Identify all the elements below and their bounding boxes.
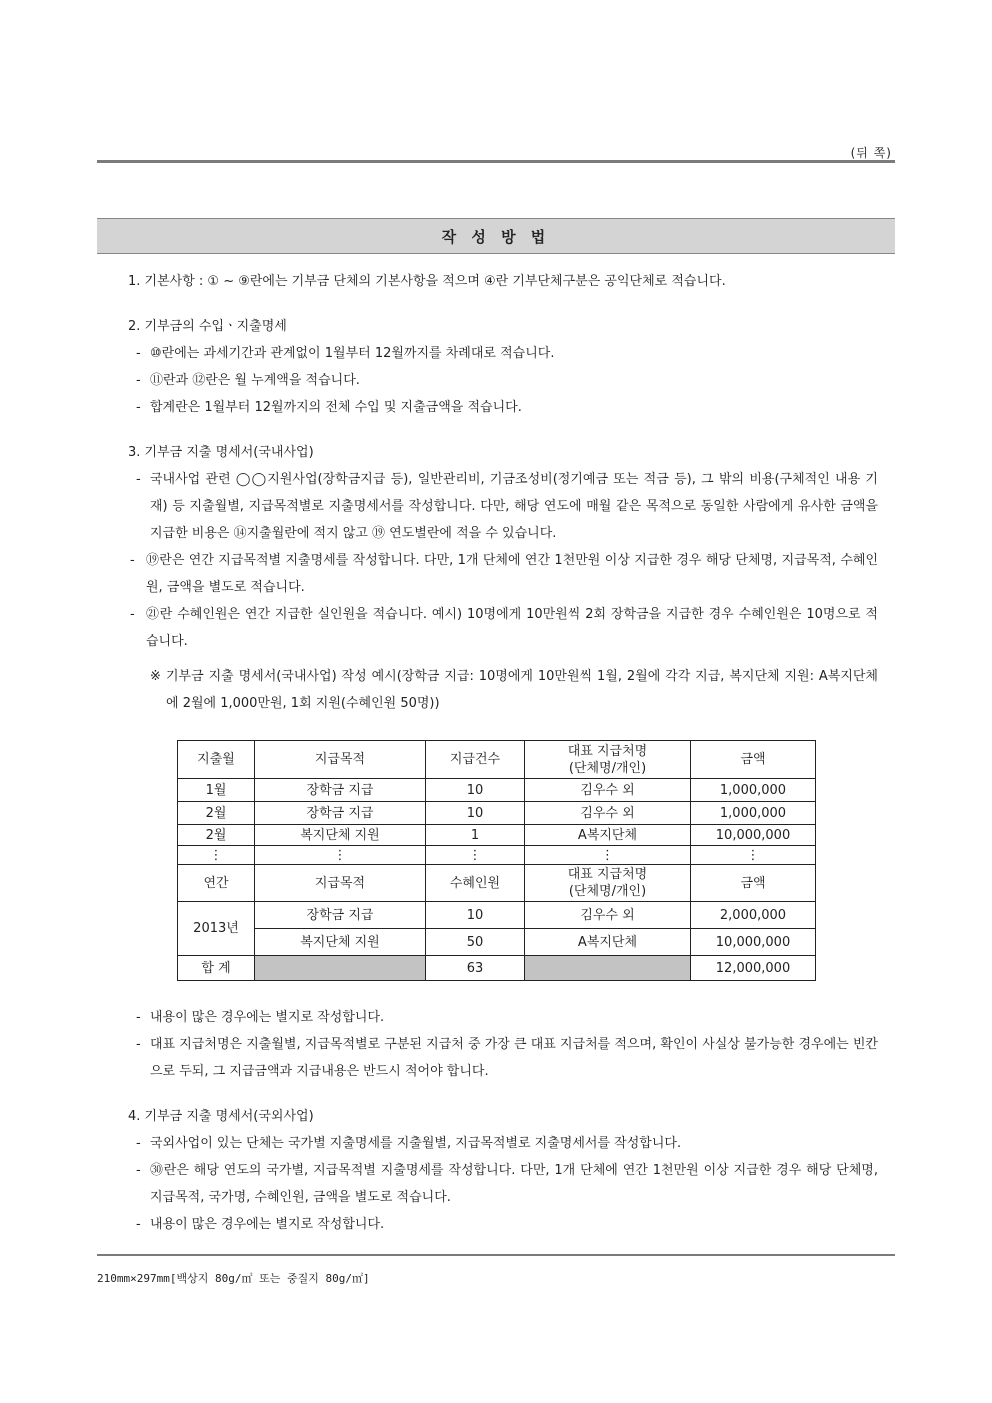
table-cell: 장학금 지급 [255,779,426,802]
shaded-cell [525,956,691,981]
shaded-cell [255,956,426,981]
section-4-heading: 4. 기부금 지출 명세서(국외사업) [128,1109,314,1124]
table-total-row [178,956,816,981]
table-cell: 1,000,000 [691,779,816,802]
table-header-cell: 지급목적 [255,741,426,779]
section-3-after-item: - 내용이 많은 경우에는 별지로 작성합니다. [128,1004,878,1031]
table-row [178,802,816,825]
table-cell: 김우수 외 [525,902,691,929]
section-2-item: - ⑩란에는 과세기간과 관계없이 1월부터 12월까지를 차례대로 적습니다. [128,340,878,367]
top-rule [97,160,895,163]
dash-mark: - [136,400,141,415]
section-3-item: - ㉑란 수혜인원은 연간 지급한 실인원을 적습니다. 예시) 10명에게 10만원씩 2회 장학금을 지급한 경우 수혜인원은 10명으로 적습니다. [128,601,878,655]
instructions-body [128,268,878,730]
section-3-after-item: - 대표 지급처명은 지출월별, 지급목적별로 구분된 지급처 중 가장 큰 대표 지급처를 적으며, 확인이 사실상 불가능한 경우에는 빈칸으로 두되, 그 지급금액과 지급내용은 반드시 적어야 합니다. [128,1031,878,1085]
table-row [178,825,816,846]
paper-size-footnote: 210mm×297mm[백상지 80g/㎡ 또는 중질지 80g/㎡] [97,1272,370,1285]
table-header-row [178,865,816,902]
table-cell: ⋮ [255,846,426,865]
instructions-body-continued [128,1004,878,1238]
table-cell: 김우수 외 [525,802,691,825]
table-cell: 10 [426,902,525,929]
section-1: 1. 기본사항 : ① ~ ⑨란에는 기부금 단체의 기본사항을 적으며 ④란 기부단체구분은 공익단체로 적습니다. [128,274,726,289]
table-header-cell: 연간 [178,865,255,902]
total-label: 합 계 [178,956,255,981]
table-cell: 1,000,000 [691,802,816,825]
table-cell: 2월 [178,802,255,825]
section-3-heading: 3. 기부금 지출 명세서(국내사업) [128,445,314,460]
table-header-cell: 대표 지급처명 (단체명/개인) [525,865,691,902]
example-note: ※ 기부금 지출 명세서(국내사업) 작성 예시(장학금 지급: 10명에게 10만원씩 1월, 2월에 각각 지급, 복지단체 지원: A복지단체에 2월에 1,000만원, 1회 지원(수혜인원 50명)) [128,663,878,717]
table-cell: ⋮ [691,846,816,865]
table-header-cell: 지급건수 [426,741,525,779]
dash-mark: - [136,1163,141,1178]
example-table [177,740,816,981]
dash-mark: - [136,373,141,388]
table-header-cell: 지급목적 [255,865,426,902]
dash-mark: - [130,553,135,568]
table-row [178,902,816,929]
dash-mark: - [136,1136,141,1151]
table-cell: 복지단체 지원 [255,929,426,956]
table-header-cell: 금액 [691,741,816,779]
table-cell: 10,000,000 [691,825,816,846]
table-cell: 10,000,000 [691,929,816,956]
table-cell-year: 2013년 [178,902,255,956]
table-cell: A복지단체 [525,825,691,846]
section-3-item: - ⑲란은 연간 지급목적별 지출명세를 작성합니다. 다만, 1개 단체에 연간 1천만원 이상 지급한 경우 해당 단체명, 지급목적, 수혜인원, 금액을 별도로 적습니다. [128,547,878,601]
dash-mark: - [136,472,141,487]
dash-mark: - [136,1037,141,1052]
total-amount: 12,000,000 [691,956,816,981]
dash-mark: - [136,346,141,361]
section-4-item: - 내용이 많은 경우에는 별지로 작성합니다. [128,1211,878,1238]
section-2-item: - ⑪란과 ⑫란은 월 누계액을 적습니다. [128,367,878,394]
table-cell: 50 [426,929,525,956]
table-header-row [178,741,816,779]
table-row [178,779,816,802]
total-count: 63 [426,956,525,981]
dash-mark: - [136,1010,141,1025]
table-cell: 10 [426,802,525,825]
table-cell: 장학금 지급 [255,902,426,929]
section-4-item: - ㉚란은 해당 연도의 국가별, 지급목적별 지출명세를 작성합니다. 다만, 1개 단체에 연간 1천만원 이상 지급한 경우 해당 단체명, 지급목적, 국가명, 수혜인원, 금액을 별도로 적습니다. [128,1157,878,1211]
instructions-title: 작 성 방 법 [97,218,895,254]
table-header-cell: 금액 [691,865,816,902]
table-cell: 김우수 외 [525,779,691,802]
table-cell: 복지단체 지원 [255,825,426,846]
note-mark: ※ [150,669,161,684]
table-row-ellipsis [178,846,816,865]
section-3-item: - 국내사업 관련 ◯◯지원사업(장학금지급 등), 일반관리비, 기금조성비(정기예금 또는 적금 등), 그 밖의 비용(구체적인 내용 기재) 등 지출월별, 지급목적별로 지출명세서를 작성합니다. 다만, 해당 연도에 매월 같은 목적으로 동일한 사람에게 유사한 금액을 지급한 비용은 ⑭지출월란에 적지 않고 ⑲ 연도별란에 적을 수 있습니다. [128,466,878,547]
section-4-item: - 국외사업이 있는 단체는 국가별 지출명세를 지출월별, 지급목적별로 지출명세서를 작성합니다. [128,1130,878,1157]
section-2-item: - 합계란은 1월부터 12월까지의 전체 수입 및 지출금액을 적습니다. [128,394,878,421]
table-cell: 1월 [178,779,255,802]
dash-mark: - [130,607,135,622]
table-cell: 2월 [178,825,255,846]
table-row [178,929,816,956]
table-header-cell: 수혜인원 [426,865,525,902]
table-header-cell: 대표 지급처명 (단체명/개인) [525,741,691,779]
table-cell: 2,000,000 [691,902,816,929]
page-side-label: (뒤 쪽) [850,146,892,160]
table-cell: ⋮ [525,846,691,865]
bottom-rule [97,1254,895,1256]
table-cell: ⋮ [426,846,525,865]
dash-mark: - [136,1217,141,1232]
section-2-heading: 2. 기부금의 수입ㆍ지출명세 [128,319,287,334]
table-header-cell: 지출월 [178,741,255,779]
table-cell: ⋮ [178,846,255,865]
table-cell: A복지단체 [525,929,691,956]
table-cell: 장학금 지급 [255,802,426,825]
table-cell: 10 [426,779,525,802]
table-cell: 1 [426,825,525,846]
